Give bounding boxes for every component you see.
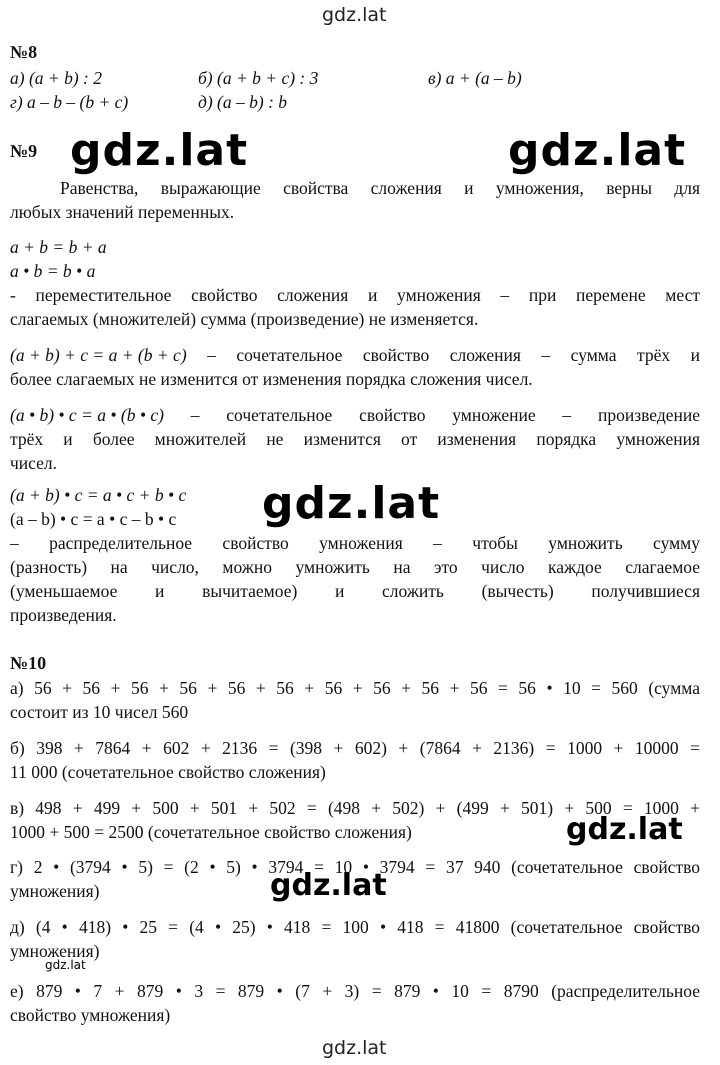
task-10-b-line2: 11 000 (сочетательное свойство сложения) [10,762,326,782]
formula-distributive-add: (a + b) • c = a • c + b • c [10,485,187,505]
distributive-text-line3: (уменьшаемое и вычитаемое) и сложить (вычесть) получившиеся [10,581,700,601]
task-10-a-line2: состоит из 10 чисел 560 [10,702,189,722]
associative-mul-line2: трёх и более множителей не изменится от изменения порядка умножения [10,429,700,449]
associative-add-line1 [10,345,700,366]
formula-associative-mul: (a • b) • c = a • (b • c) [10,405,164,425]
formula-commutative-add: a + b = b + a [10,237,107,257]
commutative-text-line1: - переместительное свойство сложения и умножения – при перемене мест [10,285,700,305]
associative-mul-line3: чисел. [10,453,58,473]
distributive-text-line4: произведения. [10,605,117,625]
formula-distributive-sub: (a – b) • c = a • c – b • c [10,509,177,529]
task-10-b-line1: б) 398 + 7864 + 602 + 2136 = (398 + 602) + (7864 + 2136) = 1000 + 10000 = [10,738,700,758]
watermark-top: gdz.lat [322,4,387,26]
formula-associative-add: (a + b) + c = a + (b + c) [10,345,187,365]
associative-mul-text: – сочетательное свойство умножение – произведение [163,405,700,425]
task-9-intro-line1: Равенства, выражающие свойства сложения и умножения, верны для [60,178,700,198]
associative-add-text: – сочетательное свойство сложения – сумма трёх и [186,345,700,365]
watermark-large-right: gdz.lat [508,125,687,176]
associative-mul-line1 [10,405,700,426]
watermark-tiny: gdz.lat [45,958,86,972]
task-10-d-line2: умножения) [10,941,100,961]
task-9-title: №9 [10,141,38,161]
task-10-g-line2: умножения) [10,881,100,901]
task-9-intro-line2: любых значений переменных. [10,202,235,222]
task-8-item-d: д) (a – b) : b [198,92,288,112]
commutative-text-line2: слагаемых (множителей) сумма (произведение) не изменяется. [10,309,479,329]
task-10-d-line1: д) (4 • 418) • 25 = (4 • 25) • 418 = 100 • 418 = 41800 (сочетательное свойство [10,917,700,937]
formula-commutative-mul: a • b = b • a [10,261,96,281]
task-8-item-v: в) a + (a – b) [428,68,522,88]
task-10-e-line1: е) 879 • 7 + 879 • 3 = 879 • (7 + 3) = 879 • 10 = 8790 (распределительное [10,981,700,1001]
watermark-medium-center: gdz.lat [270,868,387,903]
associative-add-line2: более слагаемых не изменится от изменения порядка сложения чисел. [10,369,533,389]
task-10-g-line1: г) 2 • (3794 • 5) = (2 • 5) • 3794 = 10 • 3794 = 37 940 (сочетательное свойство [10,857,700,877]
task-10-v-line2: 1000 + 500 = 2500 (сочетательное свойство сложения) [10,822,412,842]
task-10-title: №10 [10,653,47,673]
task-8-title: №8 [10,42,38,62]
watermark-medium-right: gdz.lat [566,812,683,847]
distributive-text-line1: – распределительное свойство умножения – чтобы умножить сумму [10,533,700,553]
task-10-a-line1: а) 56 + 56 + 56 + 56 + 56 + 56 + 56 + 56 + 56 + 56 = 56 • 10 = 560 (сумма [10,678,700,698]
watermark-large-center: gdz.lat [262,478,441,529]
task-8-item-b: б) (a + b + c) : 3 [198,68,319,88]
watermark-bottom: gdz.lat [322,1037,387,1059]
task-10-v-line1: в) 498 + 499 + 500 + 501 + 502 = (498 + 502) + (499 + 501) + 500 = 1000 + [10,798,700,818]
distributive-text-line2: (разность) на число, можно умножить на это число каждое слагаемое [10,557,700,577]
watermark-large-left: gdz.lat [70,125,249,176]
task-8-item-g: г) a – b – (b + c) [10,92,129,112]
task-8-item-a: а) (a + b) : 2 [10,68,102,88]
task-10-e-line2: свойство умножения) [10,1005,171,1025]
